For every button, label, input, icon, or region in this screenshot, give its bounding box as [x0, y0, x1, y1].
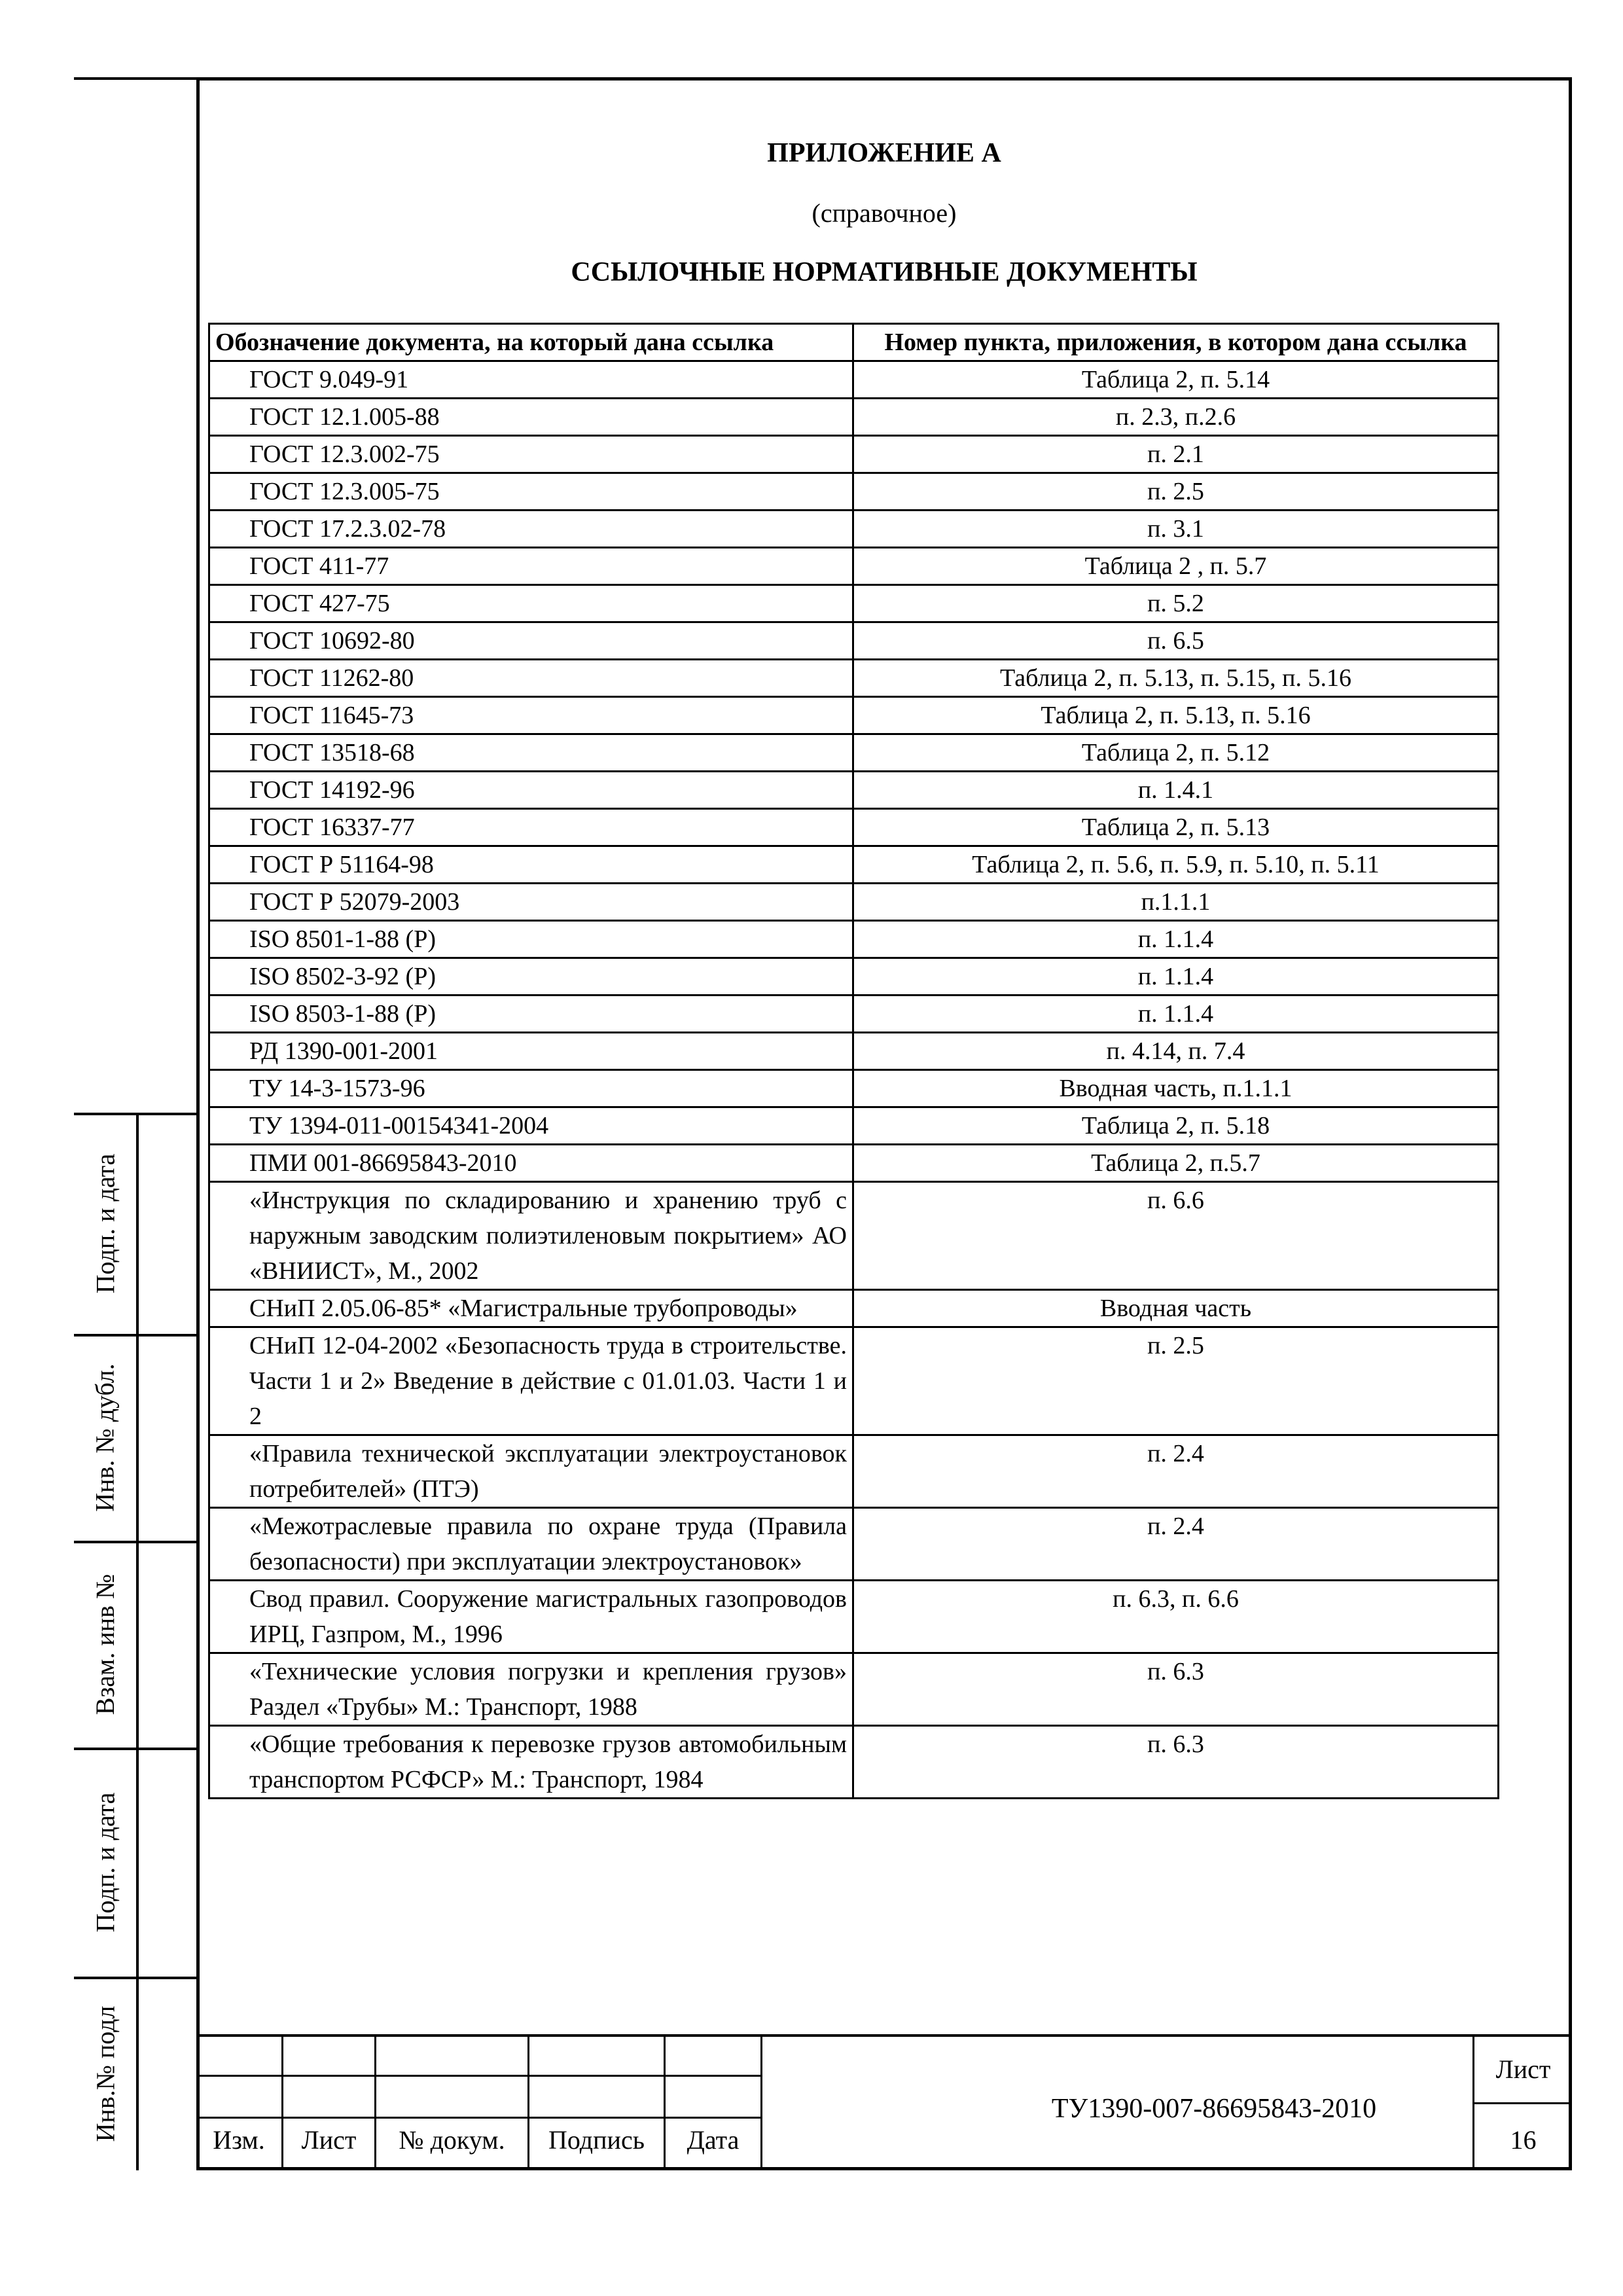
table-row	[209, 1435, 1499, 1508]
reference-cell: п. 6.3	[853, 1726, 1499, 1799]
table-row	[209, 958, 1499, 996]
table-row	[209, 1107, 1499, 1145]
document-cell: ГОСТ 10692-80	[209, 622, 853, 660]
reference-cell: п. 1.1.4	[853, 958, 1499, 996]
table-row	[209, 1290, 1499, 1327]
reference-cell: Таблица 2, п. 5.14	[853, 361, 1499, 399]
table-row	[209, 772, 1499, 809]
reference-cell: п. 6.6	[853, 1182, 1499, 1290]
document-cell: «Правила технической эксплуатации электроустановок потребителей» (ПТЭ)	[209, 1435, 853, 1508]
document-cell: ГОСТ 11645-73	[209, 697, 853, 734]
table-row	[209, 436, 1499, 473]
reference-cell: Таблица 2 , п. 5.7	[853, 548, 1499, 585]
table-row	[209, 1145, 1499, 1182]
reference-cell: п. 2.5	[853, 1327, 1499, 1435]
reference-cell: п. 6.5	[853, 622, 1499, 660]
reference-cell: п. 6.3	[853, 1653, 1499, 1726]
table-row	[209, 1070, 1499, 1107]
table-row	[209, 921, 1499, 958]
document-cell: «Общие требования к перевозке грузов автомобильным транспортом РСФСР» М.: Транспорт, 1984	[209, 1726, 853, 1799]
stamp-label-date: Дата	[687, 2125, 740, 2155]
document-cell: ТУ 14-3-1573-96	[209, 1070, 853, 1107]
stamp-label-change: Изм.	[213, 2125, 265, 2155]
document-cell: ISO 8502-3-92 (Р)	[209, 958, 853, 996]
table-row	[209, 1726, 1499, 1799]
side-divider	[136, 1113, 139, 2170]
reference-cell: Вводная часть	[853, 1290, 1499, 1327]
section-title: ССЫЛОЧНЫЕ НОРМАТИВНЫЕ ДОКУМЕНТЫ	[571, 257, 1198, 287]
table-row	[209, 548, 1499, 585]
side-label-replace-inv: Взам. инв №	[90, 1573, 120, 1715]
table-row	[209, 1327, 1499, 1435]
reference-table	[208, 323, 1499, 1799]
side-label-orig-inv: Инв.№ подл	[90, 2005, 120, 2142]
document-cell: ГОСТ 12.3.002-75	[209, 436, 853, 473]
document-cell: ГОСТ 17.2.3.02-78	[209, 511, 853, 548]
reference-cell: Таблица 2, п. 5.18	[853, 1107, 1499, 1145]
title-block	[196, 2034, 1572, 2170]
document-cell: ГОСТ 427-75	[209, 585, 853, 622]
table-row	[209, 1182, 1499, 1290]
reference-cell: Таблица 2, п.5.7	[853, 1145, 1499, 1182]
reference-cell: Таблица 2, п. 5.13	[853, 809, 1499, 846]
document-cell: ТУ 1394-011-00154341-2004	[209, 1107, 853, 1145]
reference-cell: Таблица 2, п. 5.13, п. 5.16	[853, 697, 1499, 734]
table-row	[209, 1508, 1499, 1581]
stamp-label-signature: Подпись	[548, 2125, 645, 2155]
document-cell: ГОСТ Р 51164-98	[209, 846, 853, 884]
table-row	[209, 399, 1499, 436]
reference-cell: Таблица 2, п. 5.12	[853, 734, 1499, 772]
appendix-note: (справочное)	[812, 198, 957, 228]
reference-cell: п. 2.4	[853, 1508, 1499, 1581]
reference-cell: п. 2.1	[853, 436, 1499, 473]
document-cell: ГОСТ 411-77	[209, 548, 853, 585]
sheet-label: Лист	[1495, 2054, 1551, 2084]
reference-cell: п. 1.4.1	[853, 772, 1499, 809]
side-label-sign-date-1: Подп. и дата	[90, 1153, 120, 1293]
sheet-number: 16	[1510, 2125, 1537, 2155]
document-cell: СНиП 12-04-2002 «Безопасность труда в строительстве. Части 1 и 2» Введение в действие с 01.01.03. Части 1 и 2	[209, 1327, 853, 1435]
document-cell: ГОСТ Р 52079-2003	[209, 884, 853, 921]
stamp-label-doc-number: № докум.	[399, 2125, 505, 2155]
document-cell: «Технические условия погрузки и крепления грузов» Раздел «Трубы» М.: Транспорт, 1988	[209, 1653, 853, 1726]
document-cell: ISO 8503-1-88 (Р)	[209, 996, 853, 1033]
top-left-line	[74, 77, 198, 80]
document-cell: ISO 8501-1-88 (Р)	[209, 921, 853, 958]
document-cell: «Инструкция по складированию и хранению труб с наружным заводским полиэтиленовым покрытием» АО «ВНИИСТ», М., 2002	[209, 1182, 853, 1290]
document-cell: РД 1390-001-2001	[209, 1033, 853, 1070]
document-cell: ГОСТ 11262-80	[209, 660, 853, 697]
reference-cell: п.1.1.1	[853, 884, 1499, 921]
document-cell: ГОСТ 9.049-91	[209, 361, 853, 399]
document-code: ТУ1390-007-86695843-2010	[1051, 2094, 1377, 2124]
reference-cell: п. 2.4	[853, 1435, 1499, 1508]
reference-cell: Таблица 2, п. 5.13, п. 5.15, п. 5.16	[853, 660, 1499, 697]
document-cell: ГОСТ 16337-77	[209, 809, 853, 846]
document-cell: ПМИ 001-86695843-2010	[209, 1145, 853, 1182]
stamp-label-sheet: Лист	[301, 2125, 357, 2155]
table-body	[209, 361, 1499, 1799]
table-row	[209, 734, 1499, 772]
table-row	[209, 809, 1499, 846]
side-margin-stamp	[74, 1113, 198, 2170]
column-header-document: Обозначение документа, на который дана ссылка	[209, 324, 853, 361]
document-cell: ГОСТ 12.1.005-88	[209, 399, 853, 436]
reference-cell: п. 6.3, п. 6.6	[853, 1581, 1499, 1653]
reference-cell: п. 2.5	[853, 473, 1499, 511]
table-row	[209, 846, 1499, 884]
table-row	[209, 884, 1499, 921]
appendix-title: ПРИЛОЖЕНИЕ А	[767, 138, 1001, 168]
table-header-row	[209, 324, 1499, 361]
table-row	[209, 361, 1499, 399]
table-row	[209, 697, 1499, 734]
table-row	[209, 473, 1499, 511]
reference-cell: п. 5.2	[853, 585, 1499, 622]
reference-cell: Вводная часть, п.1.1.1	[853, 1070, 1499, 1107]
table-row	[209, 511, 1499, 548]
document-cell: ГОСТ 14192-96	[209, 772, 853, 809]
table-row	[209, 622, 1499, 660]
table-row	[209, 1653, 1499, 1726]
table-row	[209, 585, 1499, 622]
side-label-sign-date-2: Подп. и дата	[90, 1792, 120, 1932]
table-row	[209, 660, 1499, 697]
document-cell: ГОСТ 13518-68	[209, 734, 853, 772]
side-label-dup-inv: Инв. № дубл.	[90, 1363, 120, 1512]
document-cell: Свод правил. Сооружение магистральных газопроводов ИРЦ, Газпром, М., 1996	[209, 1581, 853, 1653]
document-cell: «Межотраслевые правила по охране труда (Правила безопасности) при эксплуатации электроустановок»	[209, 1508, 853, 1581]
reference-cell: п. 2.3, п.2.6	[853, 399, 1499, 436]
table-row	[209, 996, 1499, 1033]
reference-cell: Таблица 2, п. 5.6, п. 5.9, п. 5.10, п. 5.11	[853, 846, 1499, 884]
reference-cell: п. 3.1	[853, 511, 1499, 548]
column-header-reference: Номер пункта, приложения, в котором дана ссылка	[853, 324, 1499, 361]
document-cell: СНиП 2.05.06-85* «Магистральные трубопроводы»	[209, 1290, 853, 1327]
reference-cell: п. 1.1.4	[853, 996, 1499, 1033]
table-row	[209, 1033, 1499, 1070]
reference-cell: п. 1.1.4	[853, 921, 1499, 958]
table-row	[209, 1581, 1499, 1653]
document-cell: ГОСТ 12.3.005-75	[209, 473, 853, 511]
reference-cell: п. 4.14, п. 7.4	[853, 1033, 1499, 1070]
